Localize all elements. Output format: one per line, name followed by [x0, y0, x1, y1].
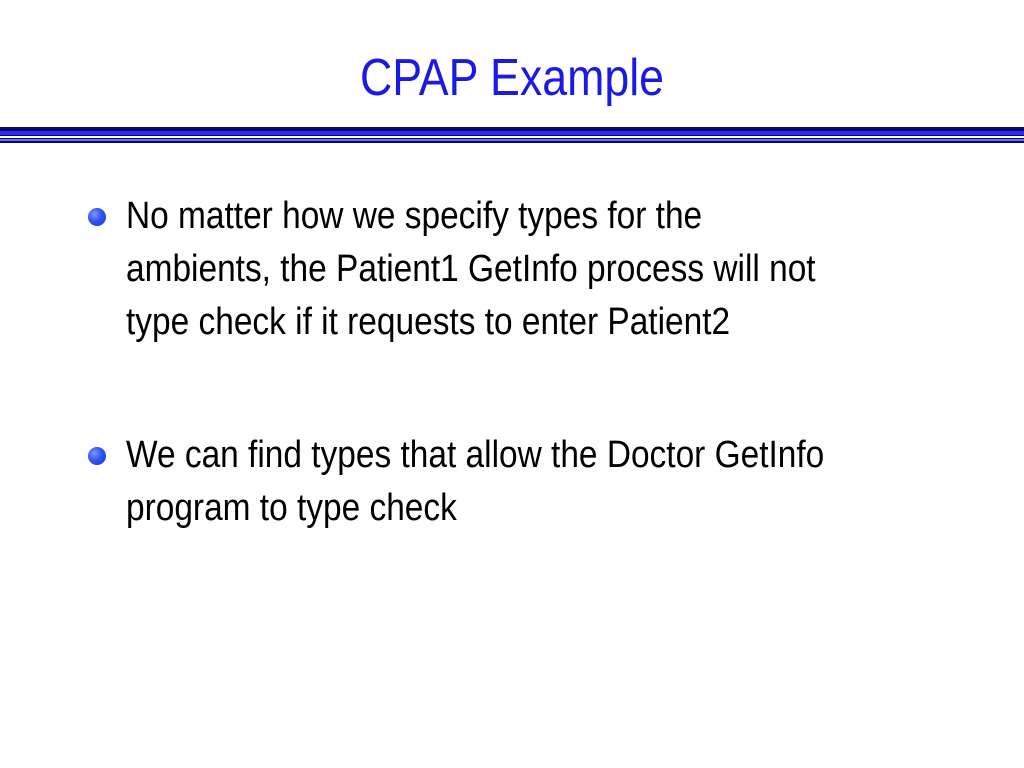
round-bullet-icon: [88, 208, 106, 226]
bullet-line: type check if it requests to enter Patient2: [126, 301, 731, 343]
bullet-text: [126, 190, 918, 349]
bullet-line: We can find types that allow the Doctor GetInfo: [126, 434, 825, 476]
title-divider-blue: [0, 131, 1024, 135]
bullet-line: No matter how we specify types for the: [126, 195, 703, 237]
slide-title: CPAP Example: [359, 49, 665, 107]
bullet-line: ambients, the Patient1 GetInfo process will not: [126, 248, 816, 290]
title-divider-lower-blue: [0, 139, 1024, 141]
bullet-line: program to type check: [126, 487, 457, 529]
bullet-text: [126, 429, 927, 535]
round-bullet-icon: [88, 447, 106, 465]
